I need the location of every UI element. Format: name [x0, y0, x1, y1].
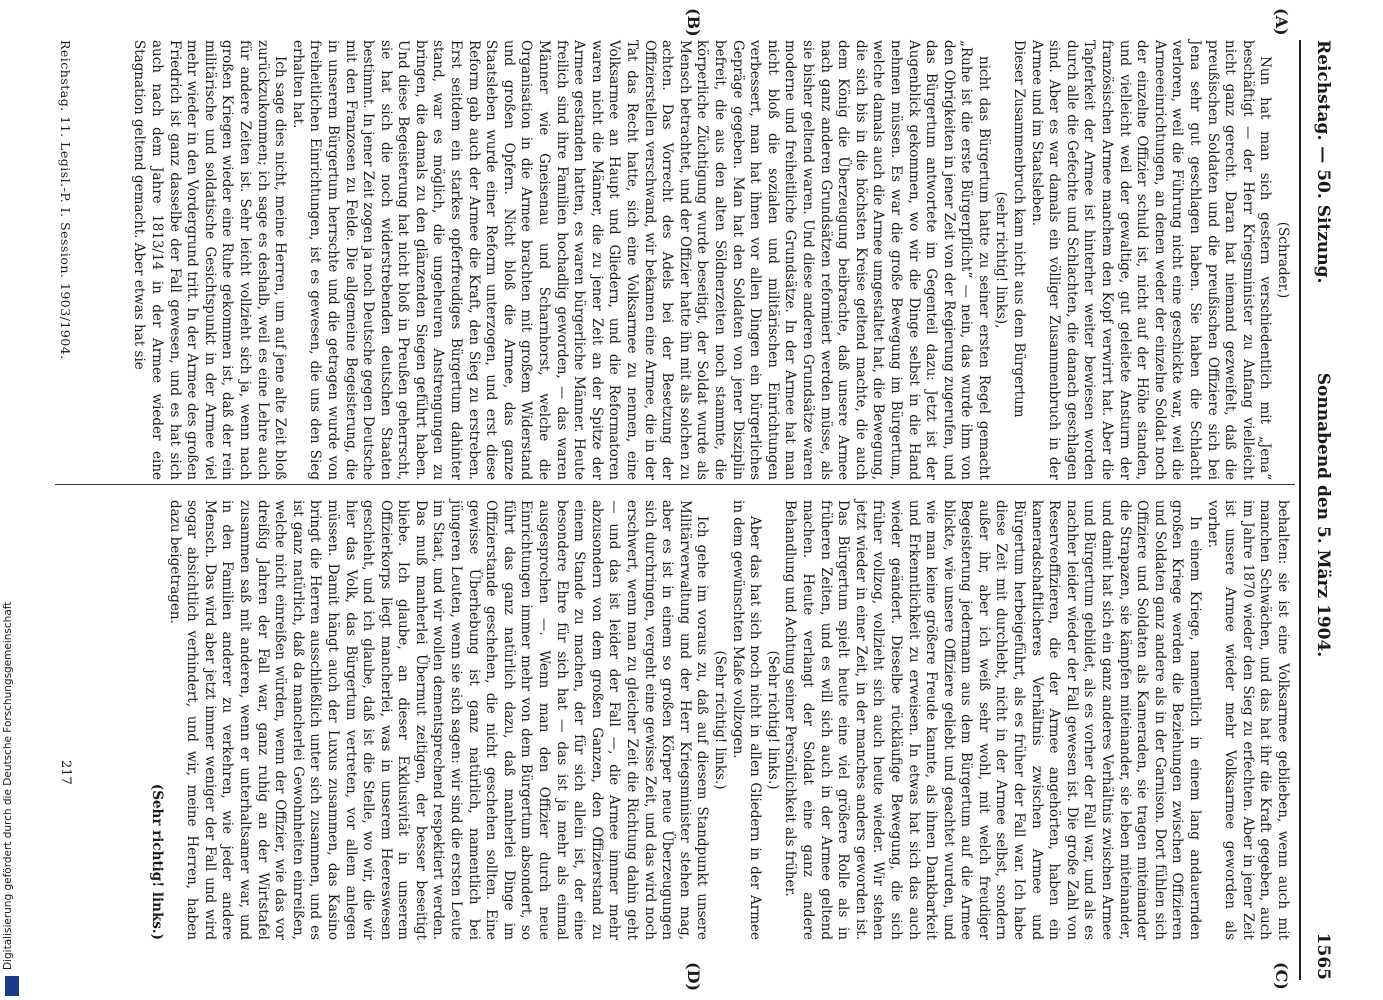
header-page-number: 1565 [1313, 932, 1333, 980]
header-rule [1299, 40, 1301, 980]
digitization-credit [2, 0, 22, 1000]
margin-marker-b: (B) [684, 8, 703, 37]
left-column [130, 40, 1291, 480]
margin-marker-d: (D) [684, 962, 703, 992]
margin-marker-a: (A) [1272, 8, 1291, 36]
right-column [147, 500, 1291, 940]
page-header [1305, 40, 1333, 990]
credit-text: Digitalisierung gefördert durch die Deutsche Forschungsgemeinschaft [2, 601, 14, 970]
header-date: Sonnabend den 5. März 1904. [1313, 372, 1333, 658]
sheet-number: 217 [58, 760, 73, 785]
paragraph: Nun hat man sich gestern verschiedentlich mit „Jena“ beschäftigt — der Herr Kriegsminister zu Anfang vielleicht nicht ganz gerecht. Daran hat niemand gezweifelt, daß die preußischen Soldaten und die preußischen Offiziere sich bei Jena sehr gut geschlagen haben. Sie haben die Schlacht verloren, weil die Führung nicht eine geschickte war, weil die Armeeeinrichtungen, an denen weder der einzelne Soldat noch der einzelne Offizier schuld ist, nicht auf der Höhe standen, und vielleicht weil der gewaltige, gut geleitete Ansturm der französischen Armee manchem den Kopf verwirrt hat. Aber die Tapferkeit der Armee ist hinterher weiter bewiesen worden durch alle die Gefechte und Schlachten, die danach geschlagen sind. Aber es war damals ein völliger Zusammenbruch in der Armee und im Staatsleben. [1028, 40, 1274, 480]
paragraph: Ich gehe im voraus zu, daß auf diesem Standpunkt unsere Militärverwaltung und der Herr Kriegsminister stehen mag, aber es ist in einem so großen Körper neue Überzeugungen sich durchringen, vergeht eine gewisse Zeit, und das wird noch erschwert, wenn man zu gleicher Zeit die Richtung dahin geht — und das ist leider der Fall —, die Armee immer mehr abzusondern von dem großen Ganzen, den Offizierstand zu einem Stande zu machen, der für sich allein ist, der eine besondere Ehre für sich hat — das ist ja mehr als einmal ausgesprochen —. Wenn man den Offizier durch neue Einrichtungen immer mehr von dem Bürgertum absondert, so führt das ganz natürlich dazu, daß manherlei Dinge im Offizierstande geschehen, die nicht geschehen sollten. Eine gewisse Überhebung ist ganz natürlich, namentlich bei jüngeren Leuten, wenn sie sich sagen: wir sind die ersten Leute im Staat, und wir wollen dementsprechend respektiert werden. Das muß manherlei Übermut zeitigen, der besser beseitigt bliebe. Ich glaube, an dieser Exklusivität in unserem Offizierkorps liegt mancherlei, was in unserem Heereswesen geschieht, und ich glaube, daß ist die Stelle, wo wir, die wir hier das Volk, das Bürgertum vertreten, vor allem anlegen müssen. Damit hängt auch der Luxus zusammen, das Kasino bringt die Herren ausschließlich unter sich zusammen, und es ist ganz natürlich, daß da mancherlei Gewohnheiten einreißen, welche nicht einreißen würden, wenn der Offizier, wie das vor dreißig Jahren der Fall war, ganz ruhig an der Wirtstafel zusammen saß mit anderen, wenn er unterhaltsamer war, und in den Familien anderer zu verkehren, wie jeder andere Mensch. Das wird aber jetzt immer weniger der Fall und wird sogar absichtlich verhindert, und wir, meine Herren, haben dazu beigetragen. [166, 500, 711, 940]
paragraph: (sehr richtig! links), [993, 191, 1010, 329]
paragraph: (Sehr richtig! links.) [764, 650, 781, 790]
paragraph: (Sehr richtig! links.) [712, 650, 728, 790]
paragraph: (Sehr richtig! links.) [149, 783, 165, 940]
paragraph: (Schrader.) [1275, 221, 1291, 299]
header-session: Reichstag. — 50. Sitzung. [1313, 40, 1333, 284]
paragraph: Aber das hat sich noch nicht in allen Gliedern in der Armee in dem gewünschten Maße vollzogen. [729, 500, 764, 940]
paragraph: nicht das Bürgertum hatte zu seiner ersten Regel gemacht „Ruhe ist die erste Bürgerpflicht“ — nein, das wurde ihm von den Obrigkeiten in jener Zeit von der Regierung zugerufen, und das Bürgertum antwortete im Gegenteil dazu: Jetzt ist der Augenblick gekommen, wo wir die Dinge selbst in die Hand nehmen müssen. Es war die große Bewegung im Bürgertum, welche damals auch die Armee umgestaltet hat, die Bewegung, die sich bis in die höchsten Kreise geltend machte, die auch dem König die Überzeugung beibrachte, daß unsere Armee nach ganz anderen Grundsätzen reformiert werden müsse, als sie bisher geltend waren. Und diese anderen Grundsätze waren moderne und freiheitliche Grundsätze. In der Armee hat man nicht bloß die sozialen und militärischen Einrichtungen verbessert, man hat ihnen vor allen Dingen ein bürgerliches Gepräge gegeben. Man hat den Soldaten von jener Disziplin befreit, die aus den alten Söldnerzeiten noch stammte, die körperliche Züchtigung wurde beseitigt, der Soldat wurde als Mensch betrachtet, und der Offizier hatte ihn mit als solchen zu achten. Das Vorrecht des Adels bei der Besetzung der Offizierstellen verschwand, wir bekamen eine Armee, die in der Tat das Recht hatte, sich eine Volksarmee zu nennen, eine Volksarmee an Haupt und Gliedern, und die Reformatoren waren nicht die Männer, die zu jener Zeit an der Spitze der Armee gestanden hatten, es waren bürgerliche Männer. Heute freilich sind ihre Familien hochadlig geworden, — das waren Männer wie Gneisenau und Scharnhorst, welche die Organisation in die Armee brachten mit großem Widerstand und großen Opfern. Nicht bloß die Armee, das ganze Staatsleben wurde einer Reform unterzogen, und erst diese Reform gab auch der Armee die Kraft, den Sieg zu erstreben. Erst seitdem ein starkes opferfreudiges Bürgertum dahinter stand, war es möglich, die ungeheuren Anstrengungen zu bringen, die damals zu den glänzenden Siegen geführt haben. Und diese Begeisterung hat nicht bloß in Preußen geherrscht, sie hat sich die noch widerstrebenden deutschen Staaten bestimmt. In jener Zeit zogen ja noch Deutsche gegen Deutsche mit den Franzosen zu Felde. Die allgemeine Begeisterung, die in unserem Bürgertum herrschte und die getragen wurde von freiheitlichen Einrichtungen, ist es gewesen, die uns den Sieg erhalten hat. [289, 40, 992, 480]
paragraph: Dieser Zusammenbruch kam nicht aus dem Bürgertum [1011, 40, 1028, 418]
paragraph: behalten: sie ist eine Volksarmee geblieben, wenn auch mit manchen Schwächen, und das hat ihr die Kraft gegeben, auch im Jahre 1870 wieder den Sieg zu erfechten. Aber in jener Zeit ist unsere Armee wieder mehr Volksarmee geworden als vorher. [1204, 500, 1291, 940]
margin-marker-c: (C) [1272, 962, 1291, 990]
dfg-logo-icon [5, 976, 19, 996]
paragraph: Ich sage dies nicht, meine Herren, um auf jene alte Zeit bloß zurückzukommen; ich sage es deshalb, weil es eine Lehre auch für andere Zeiten ist. Sehr leicht vollzieht sich ja, wenn nach großen Kriegen wieder eine Ruhe gekommen ist, daß der rein militärische und soldatische Gesichtspunkt in der Armee viel mehr wieder in den Vordergrund tritt. In der Armee des großen Friedrich ist ganz dasselbe der Fall gewesen, und es hat sich auch nach dem Jahre 1813/14 in der Armee wieder eine Stagnation geltend gemacht. Aber etwas hat sie [131, 40, 289, 480]
column-divider [55, 484, 1295, 485]
page-footer: Reichstag. 11. Legisl.-P. I. Session. 1903/1904. [58, 40, 73, 360]
paragraph: In einem Kriege, namentlich in einem lang andauernden großen Kriege werden die Beziehungen zwischen Offizieren und Soldaten ganz andere als in der Garnison. Dort fühlen sich Offiziere und Soldaten als Kameraden, sie tragen miteinander die Strapazen, sie kämpfen miteinander, sie leben miteinander, und damit hat sich ein ganz anderes Verhältnis zwischen Armee und Bürgertum gebildet, als es vorher der Fall war, und als es nachher leider wieder der Fall gewesen ist. Die große Zahl von Reserveoffizieren, die der Armee angehörten, haben ein kameradschaftlicheres Verhältnis zwischen Armee und Bürgertum herbeigeführt, als es früher der Fall war. Ich habe diese Zeit mit durchlebt, nicht in der Armee selbst, sondern außer ihr, aber ich weiß sehr wohl, mit welch freudiger Begeisterung jedermann aus dem Bürgertum auf die Armee blickte, wie unsere Offiziere geliebt und geachtet wurden, und wie man keine größere Freude kannte, als ihnen Dankbarkeit und Erkenntlichkeit zu erweisen. In etwas hat sich das auch wieder geändert. Dieselbe rückläufige Bewegung, die sich früher vollzog, vollzieht sich auch heute wieder. Wir stehen jetzt wieder in einer Zeit, in der manches anders geworden ist. Das Bürgertum spielt heute eine viel größere Rolle als in früheren Zeiten, und es will sich auch in der Armee geltend machen. Heute verlangt der Soldat eine ganz andere Behandlung und Achtung seiner Persönlichkeit als früher. [782, 500, 1204, 940]
